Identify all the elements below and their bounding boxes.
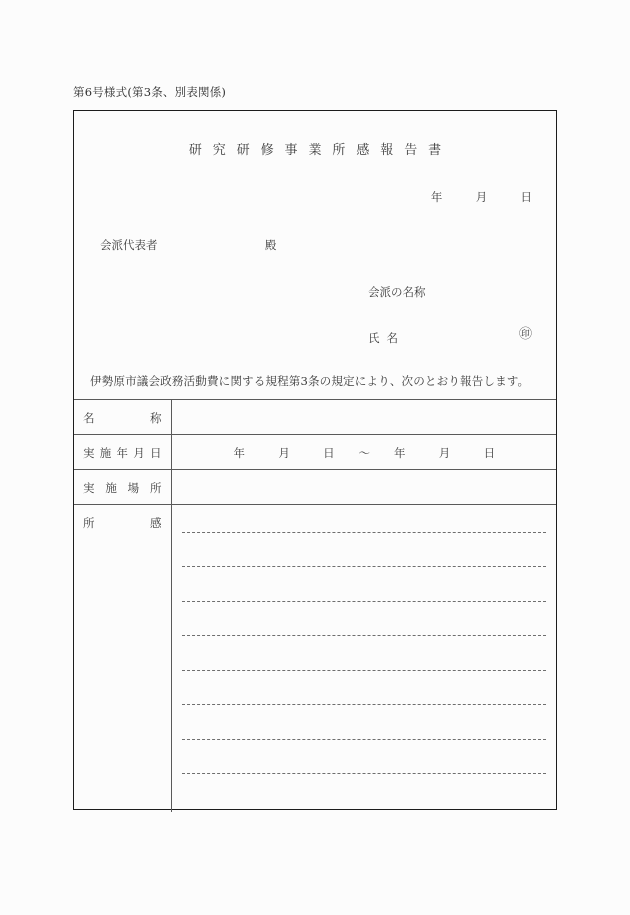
row-label-impression-char-1: 感 (150, 516, 162, 530)
impression-rule-line (182, 739, 547, 740)
date-month-label: 月 (475, 190, 488, 204)
row-label-place-char-1: 施 (105, 481, 117, 495)
regulation-statement: 伊勢原市議会政務活動費に関する規程第3条の規定により、次のとおり報告します。 (90, 374, 530, 388)
seal-stamp-icon: ㊞ (518, 327, 532, 342)
addressee-honorific: 殿 (264, 238, 277, 252)
row-label-date-inner (83, 435, 162, 461)
row-label-impression-char-0: 所 (83, 516, 95, 530)
table-row-name (74, 400, 556, 435)
row-label-impression (74, 505, 171, 813)
impression-rule-line (182, 704, 547, 705)
report-table (74, 399, 556, 812)
addressee-line (100, 237, 276, 253)
signer-name-label (368, 331, 398, 345)
row-label-name (74, 400, 171, 435)
row-label-date-char-2: 年 (116, 446, 128, 460)
addressee-label: 会派代表者 (100, 238, 158, 252)
date-range-start-month: 月 (278, 446, 290, 460)
row-label-date-char-0: 実 (83, 446, 95, 460)
impression-rule-line (182, 670, 547, 671)
impression-rule-line (182, 635, 547, 636)
date-range-end-year: 年 (393, 446, 406, 460)
table-row-date (74, 435, 556, 470)
signer-line (368, 327, 540, 346)
date-range-separator: 〜 (358, 446, 371, 460)
table-row-impression (74, 505, 556, 813)
submission-date-line (431, 189, 532, 205)
impression-rule-line (182, 601, 547, 602)
row-value-place[interactable] (171, 470, 556, 505)
date-range-start-year: 年 (233, 446, 245, 460)
table-row-place (74, 470, 556, 505)
impression-rule-line (182, 566, 547, 567)
row-label-place-char-0: 実 (83, 481, 95, 495)
row-value-impression[interactable] (171, 505, 556, 813)
document-title: 研 究 研 修 事 業 所 感 報 告 書 (188, 143, 445, 158)
form-number-caption: 第6号様式(第3条、別表関係) (73, 85, 227, 99)
row-label-date-char-3: 月 (133, 446, 145, 460)
date-range-end-day: 日 (483, 446, 496, 460)
date-day-label: 日 (520, 190, 532, 204)
row-label-date-char-4: 日 (150, 446, 162, 460)
impression-rule-line (182, 532, 547, 533)
row-label-date (74, 435, 171, 470)
row-label-place-char-2: 場 (127, 481, 140, 495)
signer-name-label-second: 名 (386, 331, 398, 345)
form-header-block (74, 111, 556, 399)
date-range-start-day: 日 (323, 446, 335, 460)
date-year-label: 年 (430, 190, 443, 204)
row-label-name-char-0: 名 (83, 411, 95, 425)
impression-writing-rules (182, 505, 547, 812)
row-label-place (74, 470, 171, 505)
row-label-name-char-1: 称 (150, 411, 162, 425)
party-name-label: 会派の名称 (368, 285, 426, 299)
form-frame (73, 110, 557, 810)
row-value-date[interactable] (171, 435, 556, 470)
date-range-end-month: 月 (438, 446, 451, 460)
row-label-place-inner (83, 470, 162, 496)
impression-rule-line (182, 773, 547, 774)
row-value-name[interactable] (171, 400, 556, 435)
row-label-place-char-3: 所 (149, 481, 162, 495)
row-label-impression-inner (83, 505, 162, 531)
row-label-name-inner (83, 400, 162, 426)
signer-name-label-first: 氏 (368, 331, 380, 345)
row-label-date-char-1: 施 (99, 446, 112, 460)
date-range-line (182, 435, 547, 461)
